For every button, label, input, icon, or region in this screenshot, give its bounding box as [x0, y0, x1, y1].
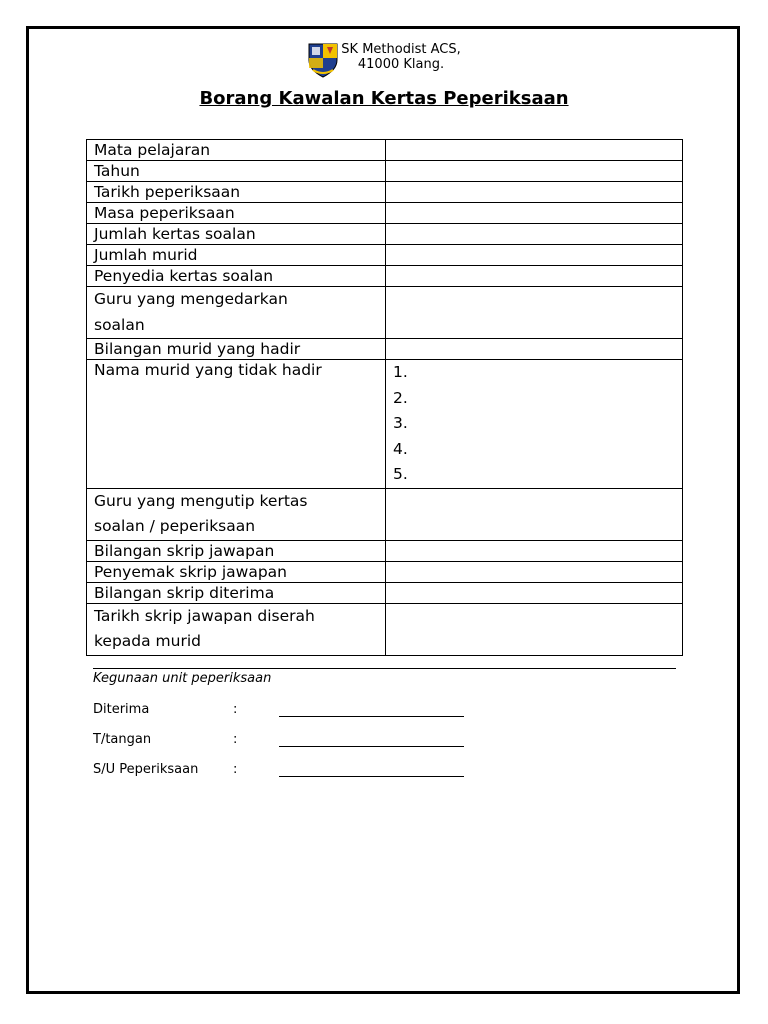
absent-student-number: 1.	[393, 363, 408, 381]
field-label: Diterima	[93, 702, 150, 717]
signature-line[interactable]	[279, 716, 464, 717]
row-value-cell[interactable]	[386, 203, 683, 224]
row-label-line: Guru yang mengutip kertas	[94, 491, 308, 510]
row-label	[87, 603, 386, 655]
row-label	[87, 488, 386, 540]
row-label-line: Jumlah kertas soalan	[94, 225, 256, 243]
field-label: T/tangan	[93, 732, 152, 747]
school-name	[341, 42, 460, 72]
school-name-line-2: 41000 Klang.	[357, 57, 445, 72]
row-label	[87, 287, 386, 339]
row-value-cell[interactable]	[386, 540, 683, 561]
table-row	[87, 245, 683, 266]
row-label	[87, 561, 386, 582]
row-label-line: Nama murid yang tidak hadir	[94, 361, 322, 379]
row-value-cell[interactable]	[386, 161, 683, 182]
absent-student-number: 2.	[393, 388, 408, 407]
table-row	[87, 224, 683, 245]
signature-line[interactable]	[279, 746, 464, 747]
row-value-cell[interactable]	[386, 140, 683, 161]
field-su-peperiksaan	[93, 762, 238, 777]
row-value-cell[interactable]	[386, 603, 683, 655]
row-label	[87, 245, 386, 266]
signature-line[interactable]	[279, 776, 464, 777]
page-title: Borang Kawalan Kertas Peperiksaan	[199, 88, 569, 109]
row-value-cell[interactable]	[386, 582, 683, 603]
row-label	[87, 339, 386, 360]
school-name-line-1: SK Methodist ACS,	[341, 42, 461, 57]
table-row	[87, 561, 683, 582]
table-row	[87, 161, 683, 182]
field-colon: :	[233, 732, 238, 747]
table-row	[87, 339, 683, 360]
table-row	[87, 582, 683, 603]
header	[0, 42, 768, 78]
row-label-line: soalan / peperiksaan	[94, 517, 256, 535]
row-label-line: Penyemak skrip jawapan	[94, 562, 288, 581]
table-row	[87, 287, 683, 339]
table-row	[87, 203, 683, 224]
table-row	[87, 182, 683, 203]
table-row	[87, 603, 683, 655]
usage-section-title: Kegunaan unit peperiksaan	[93, 671, 272, 686]
row-label-line: soalan	[94, 315, 145, 334]
table-row	[87, 266, 683, 287]
school-crest-icon	[307, 42, 339, 78]
field-t-tangan	[93, 732, 238, 747]
absent-student-number: 5.	[393, 465, 408, 483]
row-label	[87, 161, 386, 182]
row-label	[87, 360, 386, 489]
row-label	[87, 266, 386, 287]
exam-control-table	[86, 139, 683, 656]
row-value-cell[interactable]	[386, 224, 683, 245]
row-label-line: Penyedia kertas soalan	[94, 267, 274, 285]
row-label-line: Tahun	[94, 162, 140, 180]
field-diterima	[93, 702, 238, 717]
row-label	[87, 203, 386, 224]
row-label	[87, 224, 386, 245]
row-value-cell[interactable]	[386, 182, 683, 203]
row-label	[87, 182, 386, 203]
row-value-cell[interactable]	[386, 287, 683, 339]
table-row	[87, 140, 683, 161]
row-label-line: Jumlah murid	[94, 246, 198, 264]
absent-student-number: 3.	[393, 414, 408, 432]
row-value-cell[interactable]	[386, 360, 683, 489]
row-label-line: Tarikh peperiksaan	[94, 183, 241, 201]
table-row	[87, 360, 683, 489]
row-label-line: Guru yang mengedarkan	[94, 290, 288, 308]
row-label-line: Masa peperiksaan	[94, 204, 235, 222]
absent-student-number: 4.	[393, 439, 408, 458]
row-value-cell[interactable]	[386, 266, 683, 287]
field-colon: :	[233, 702, 238, 717]
table-row	[87, 488, 683, 540]
row-label-line: Tarikh skrip jawapan diserah	[94, 606, 315, 625]
divider-line	[93, 668, 676, 669]
row-value-cell[interactable]	[386, 561, 683, 582]
row-label-line: kepada murid	[94, 632, 202, 650]
row-label-line: Bilangan murid yang hadir	[94, 340, 301, 358]
row-label-line: Bilangan skrip jawapan	[94, 541, 275, 560]
row-label	[87, 540, 386, 561]
field-label: S/U Peperiksaan	[93, 762, 199, 777]
row-value-cell[interactable]	[386, 245, 683, 266]
field-colon: :	[233, 762, 238, 777]
row-value-cell[interactable]	[386, 339, 683, 360]
row-label	[87, 582, 386, 603]
table-row	[87, 540, 683, 561]
row-label	[87, 140, 386, 161]
row-label-line: Mata pelajaran	[94, 141, 211, 159]
row-value-cell[interactable]	[386, 488, 683, 540]
row-label-line: Bilangan skrip diterima	[94, 583, 275, 602]
